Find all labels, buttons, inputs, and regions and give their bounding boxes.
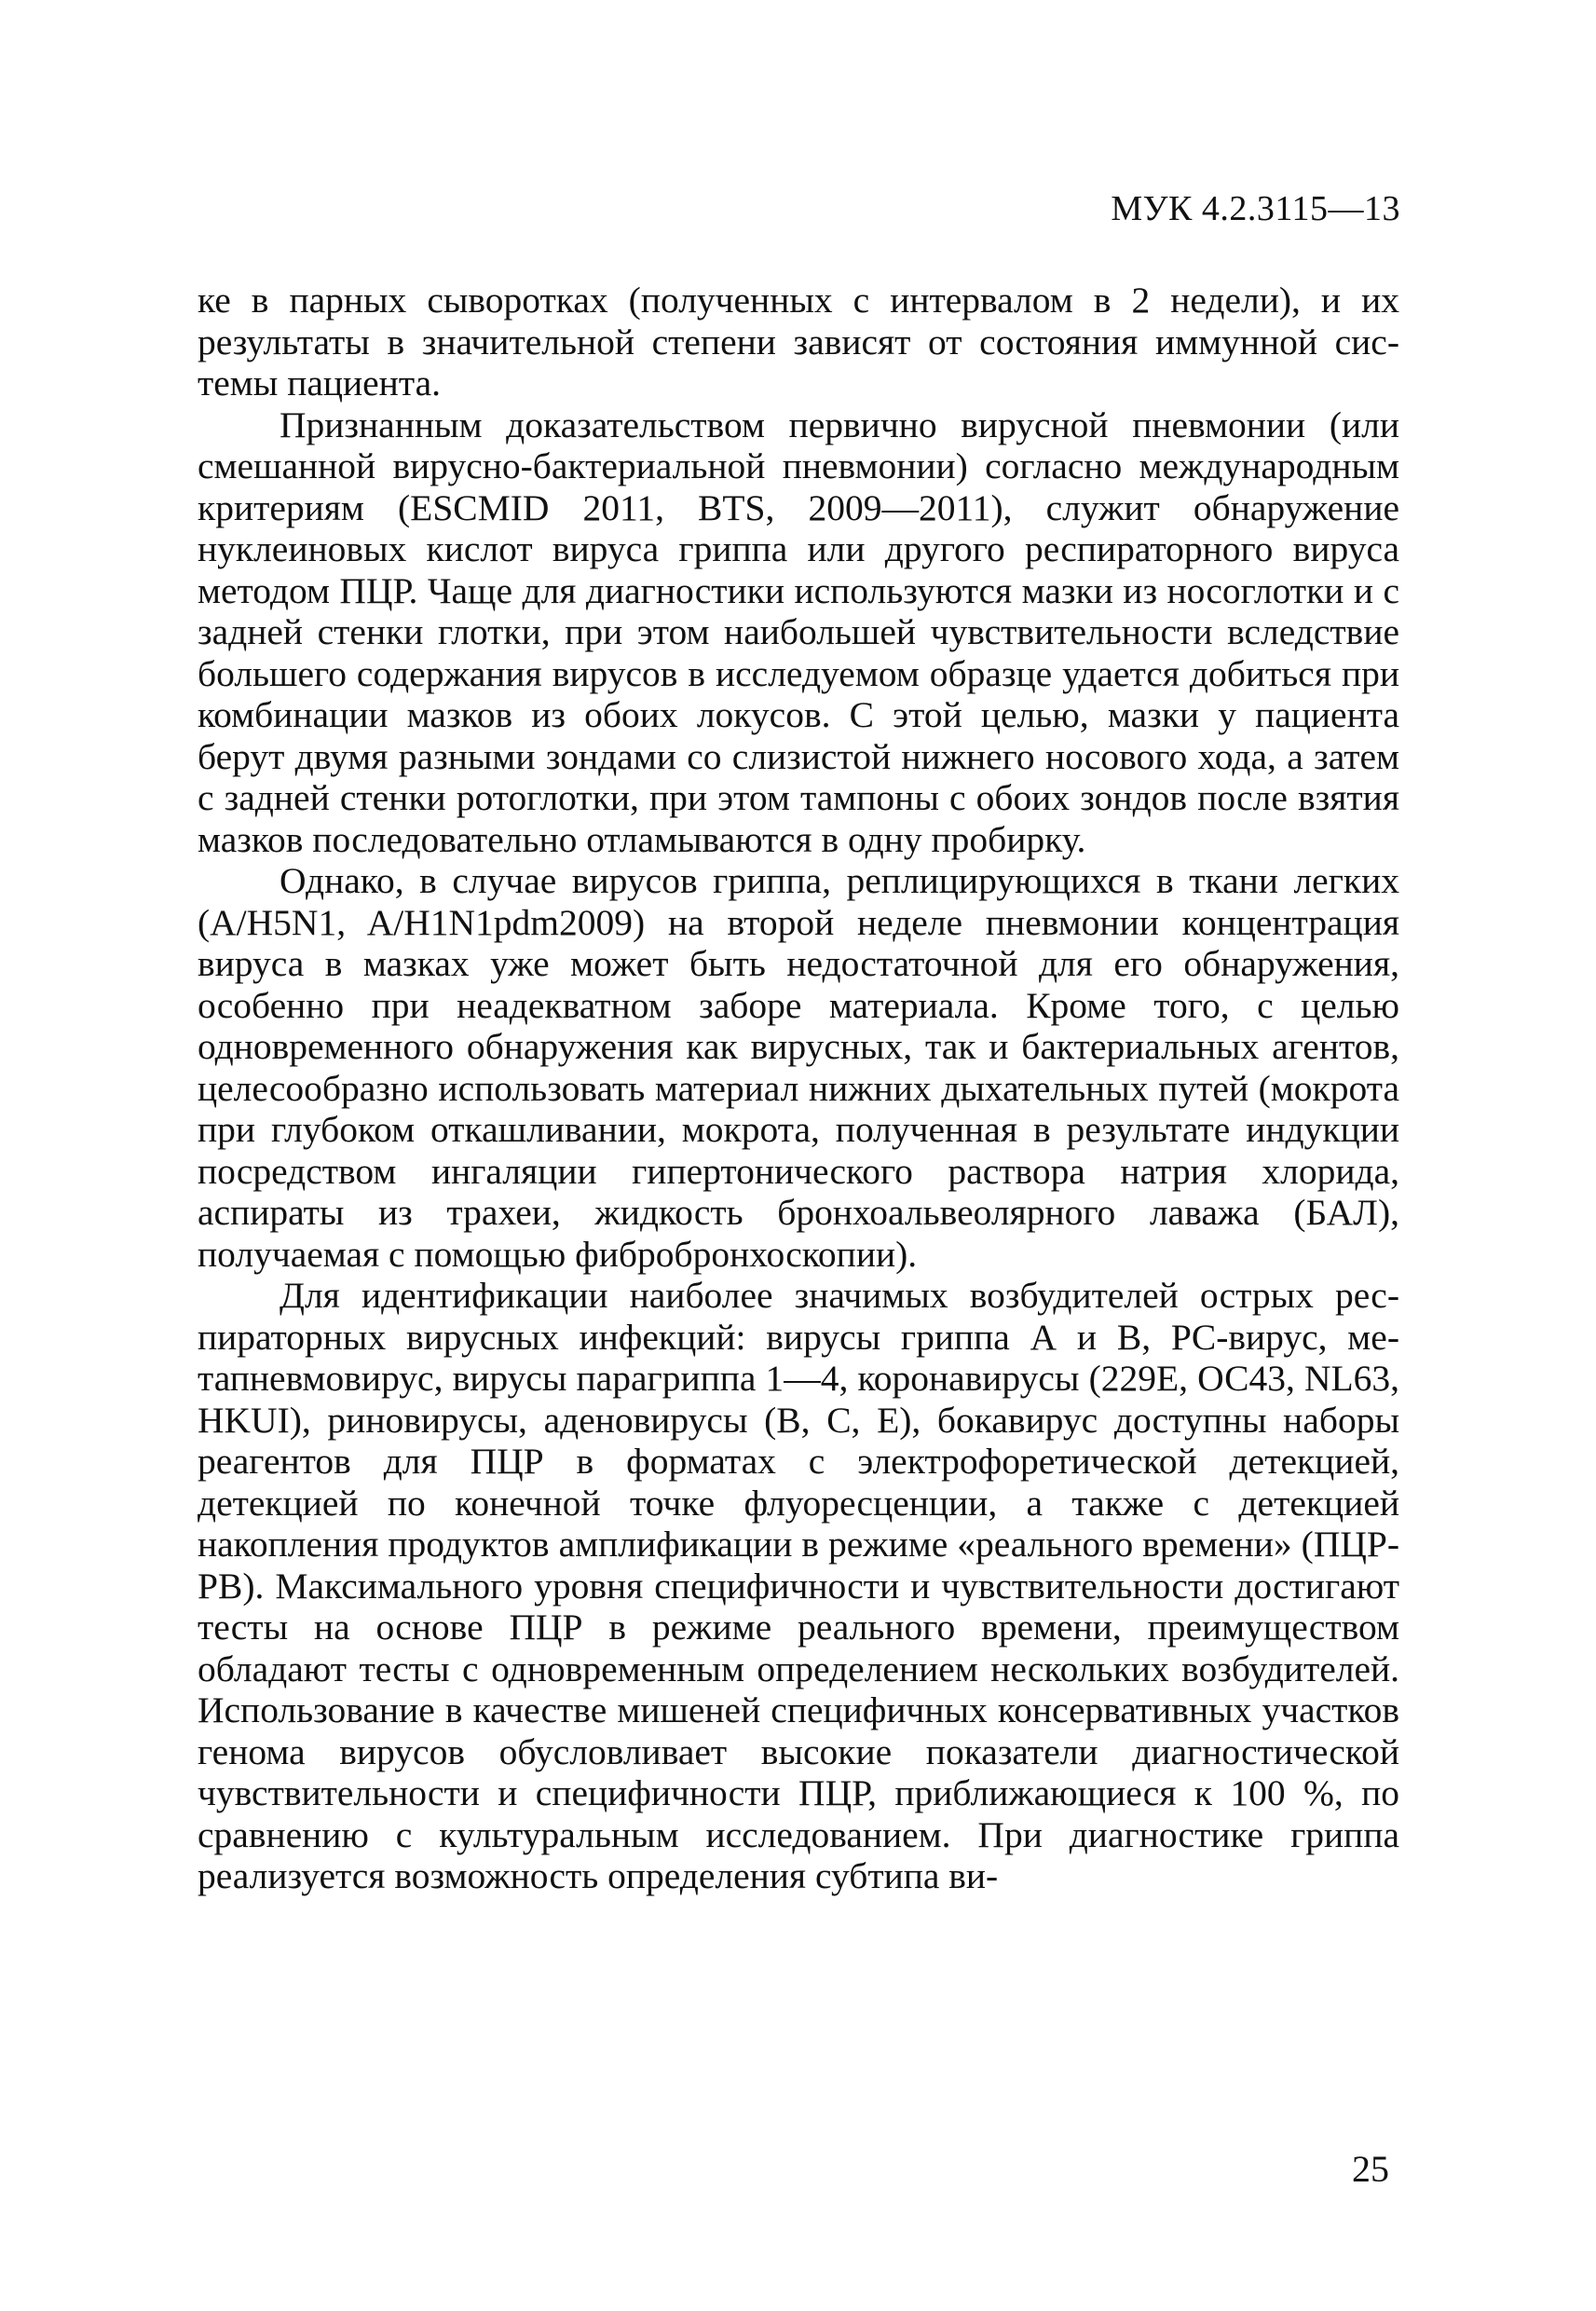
paragraph-pcr-reagents: Для идентификации наиболее значимых возбудителей острых респираторных вирусных инфекций: вирусы гриппа А и В, PC-вирус, метапневмовирус, вирусы парагриппа 1—4, коронавирусы (229Е, ОС43, NL63, HKUI), риновирусы, аденовирусы (В, С, Е), бокавирус доступны наборы реагентов для ПЦР в форматах с электрофоретической детекцией, детекцией по конечной точке флуоресценции, а также с детекцией накопления продуктов амплификации в режиме «реального времени» (ПЦР-РВ). Максимального уровня специфичности и чувствительности достигают тесты на основе ПЦР в режиме реального времени, преимуществом обладают тесты с одновременным определением нескольких возбудителей. Использование в качестве мишеней специфичных консервативных участков генома вирусов обусловливает высокие показатели диагностической чувствительности и специфичности ПЦР, приближающиеся к 100 %, по сравнению с культуральным исследованием. При диагностике гриппа реализуется возможность определения субтипа ви- [198, 1275, 1399, 1896]
page-number: 25 [1352, 2148, 1389, 2190]
paragraph-influenza-lower-airways: Однако, в случае вирусов гриппа, реплицирующихся в ткани легких (A/H5N1, A/H1N1pdm2009) на второй неделе пневмонии концентрация вируса в мазках уже может быть недостаточной для его обнаружения, особенно при неадекватном заборе материала. Кроме того, с целью одновременного обнаружения как вирусных, так и бактериальных агентов, целесообразно использовать материал нижних дыхательных путей (мокрота при глубоком откашливании, мокрота, полученная в результате индукции посредством ингаляции гипертонического раствора натрия хлорида, аспираты из трахеи, жидкость бронхоальвеолярного лаважа (БАЛ), получаемая с помощью фибробронхоскопии). [198, 860, 1399, 1275]
body-text [198, 280, 1399, 1897]
document-code-header: МУК 4.2.3115—13 [1111, 189, 1400, 228]
paragraph-continuation: ке в парных сыворотках (полученных с интервалом в 2 недели), и их результаты в значительной степени зависят от состояния иммунной системы пациента. [198, 280, 1399, 403]
paragraph-pneumonia-evidence: Признанным доказательством первично вирусной пневмонии (или смешанной вирусно-бактериальной пневмонии) согласно международным критериям (ESCMID 2011, BTS, 2009—2011), служит обнаружение нуклеиновых кислот вируса гриппа или другого респираторного вируса методом ПЦР. Чаще для диагностики используются мазки из носоглотки и с задней стенки глотки, при этом наибольшей чувствительности вследствие большего содержания вирусов в исследуемом образце удается добиться при комбинации мазков из обоих локусов. С этой целью, мазки у пациента берут двумя разными зондами со слизистой нижнего носового хода, а затем с задней стенки ротоглотки, при этом тампоны с обоих зондов после взятия мазков последовательно отламываются в одну пробирку. [198, 403, 1399, 860]
